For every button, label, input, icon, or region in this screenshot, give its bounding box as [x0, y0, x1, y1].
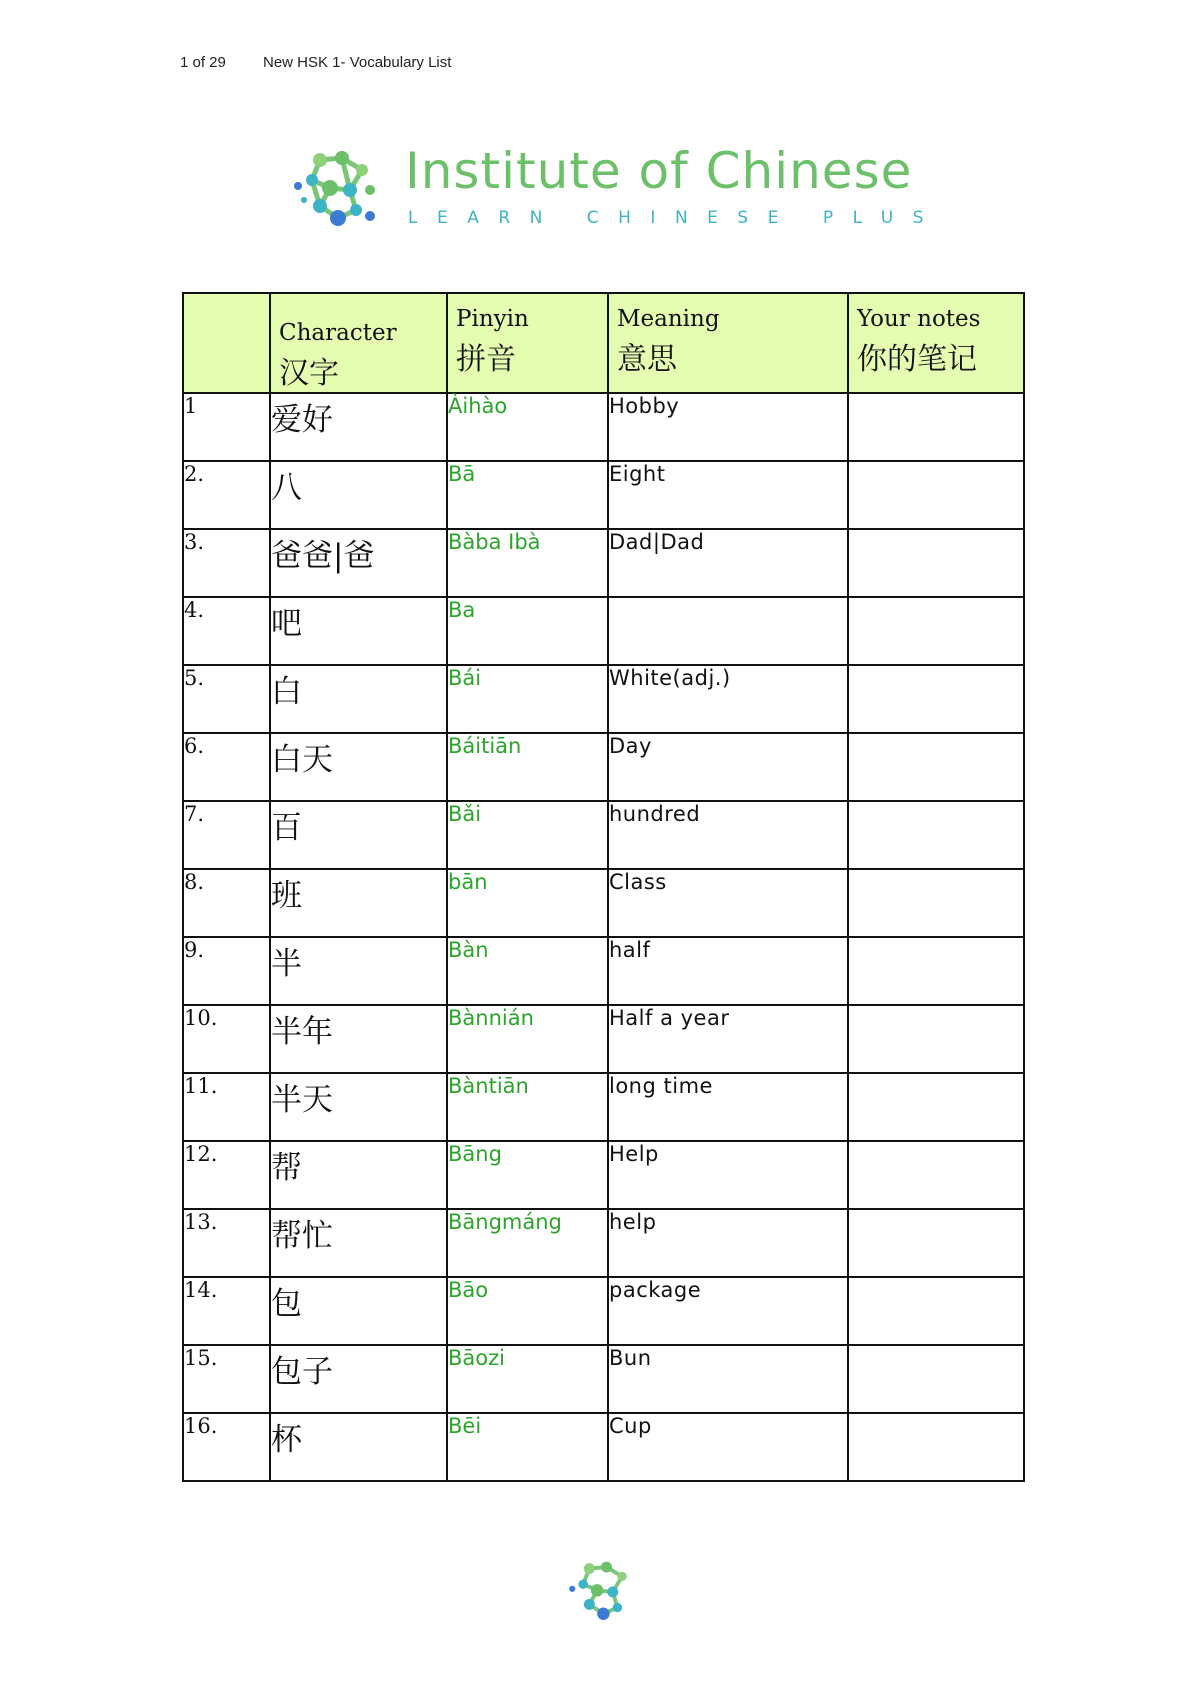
- row-meaning: hundred: [608, 801, 848, 869]
- row-number: 10.: [183, 1005, 270, 1073]
- row-character: 班: [270, 869, 447, 937]
- row-notes: [848, 1005, 1024, 1073]
- row-number: 5.: [183, 665, 270, 733]
- row-character: 帮忙: [270, 1209, 447, 1277]
- row-character: 半年: [270, 1005, 447, 1073]
- row-meaning: Dad|Dad: [608, 529, 848, 597]
- row-meaning: [608, 597, 848, 665]
- row-notes: [848, 869, 1024, 937]
- row-meaning: Class: [608, 869, 848, 937]
- row-number: 2.: [183, 461, 270, 529]
- table-row: [183, 529, 1024, 597]
- vocabulary-table: [182, 292, 1025, 1482]
- brand-name: Institute of Chinese: [405, 142, 913, 200]
- row-notes: [848, 1345, 1024, 1413]
- row-number: 9.: [183, 937, 270, 1005]
- row-number: 4.: [183, 597, 270, 665]
- row-notes: [848, 393, 1024, 461]
- row-pinyin: Bǎi: [447, 801, 608, 869]
- row-pinyin: Bànnián: [447, 1005, 608, 1073]
- row-notes: [848, 1073, 1024, 1141]
- row-meaning: Cup: [608, 1413, 848, 1481]
- document-title: New HSK 1- Vocabulary List: [263, 54, 452, 71]
- row-character: 包: [270, 1277, 447, 1345]
- page-header: [180, 54, 451, 71]
- table-row: [183, 597, 1024, 665]
- row-notes: [848, 597, 1024, 665]
- pinyin-header-en: Pinyin: [456, 306, 529, 332]
- row-meaning: Bun: [608, 1345, 848, 1413]
- row-number: 1: [183, 393, 270, 461]
- row-pinyin: Àihào: [447, 393, 608, 461]
- brand-logo: [290, 140, 943, 235]
- notes-header-zh: 你的笔记: [857, 342, 977, 377]
- row-pinyin: Bái: [447, 665, 608, 733]
- page-number: 1 of 29: [180, 54, 226, 71]
- row-pinyin: Bēi: [447, 1413, 608, 1481]
- meaning-column-header: [608, 293, 848, 393]
- footer-molecule-logo-icon: [566, 1553, 640, 1627]
- row-notes: [848, 801, 1024, 869]
- table-row: [183, 1141, 1024, 1209]
- row-pinyin: Ba: [447, 597, 608, 665]
- row-number: 3.: [183, 529, 270, 597]
- row-number: 11.: [183, 1073, 270, 1141]
- character-header-en: Character: [279, 320, 397, 346]
- table-header-row: [183, 293, 1024, 393]
- row-meaning: package: [608, 1277, 848, 1345]
- row-number: 13.: [183, 1209, 270, 1277]
- row-character: 白天: [270, 733, 447, 801]
- row-notes: [848, 1413, 1024, 1481]
- row-notes: [848, 1141, 1024, 1209]
- row-meaning: long time: [608, 1073, 848, 1141]
- row-character: 爸爸|爸: [270, 529, 447, 597]
- row-pinyin: Bàba Ibà: [447, 529, 608, 597]
- row-number: 16.: [183, 1413, 270, 1481]
- row-meaning: Hobby: [608, 393, 848, 461]
- table-row: [183, 1345, 1024, 1413]
- table-row: [183, 461, 1024, 529]
- row-number: 14.: [183, 1277, 270, 1345]
- pinyin-header-zh: 拼音: [456, 342, 516, 377]
- row-pinyin: Bāozi: [447, 1345, 608, 1413]
- character-column-header: [270, 293, 447, 393]
- pinyin-column-header: [447, 293, 608, 393]
- row-notes: [848, 1277, 1024, 1345]
- row-number: 6.: [183, 733, 270, 801]
- row-number: 15.: [183, 1345, 270, 1413]
- row-pinyin: Bāng: [447, 1141, 608, 1209]
- meaning-header-zh: 意思: [617, 342, 677, 377]
- brand-tagline: LEARN CHINESE PLUS: [408, 208, 943, 228]
- table-row: [183, 1005, 1024, 1073]
- table-row: [183, 1073, 1024, 1141]
- row-notes: [848, 529, 1024, 597]
- table-row: [183, 1277, 1024, 1345]
- row-notes: [848, 937, 1024, 1005]
- table-row: [183, 1413, 1024, 1481]
- row-number: 8.: [183, 869, 270, 937]
- row-character: 吧: [270, 597, 447, 665]
- number-column-header: [183, 293, 270, 393]
- row-meaning: help: [608, 1209, 848, 1277]
- row-character: 半天: [270, 1073, 447, 1141]
- row-notes: [848, 733, 1024, 801]
- row-character: 白: [270, 665, 447, 733]
- table-row: [183, 665, 1024, 733]
- row-pinyin: Bāngmáng: [447, 1209, 608, 1277]
- row-character: 百: [270, 801, 447, 869]
- row-pinyin: Bā: [447, 461, 608, 529]
- row-pinyin: Bāo: [447, 1277, 608, 1345]
- row-pinyin: Báitiān: [447, 733, 608, 801]
- table-row: [183, 393, 1024, 461]
- table-row: [183, 1209, 1024, 1277]
- row-meaning: White(adj.): [608, 665, 848, 733]
- row-pinyin: bān: [447, 869, 608, 937]
- row-pinyin: Bàntiān: [447, 1073, 608, 1141]
- row-notes: [848, 461, 1024, 529]
- row-character: 半: [270, 937, 447, 1005]
- row-character: 包子: [270, 1345, 447, 1413]
- row-number: 12.: [183, 1141, 270, 1209]
- table-row: [183, 801, 1024, 869]
- row-meaning: Eight: [608, 461, 848, 529]
- notes-header-en: Your notes: [857, 306, 981, 332]
- notes-column-header: [848, 293, 1024, 393]
- row-character: 杯: [270, 1413, 447, 1481]
- meaning-header-en: Meaning: [617, 306, 720, 332]
- row-character: 八: [270, 461, 447, 529]
- molecule-logo-icon: [290, 140, 385, 235]
- table-row: [183, 937, 1024, 1005]
- table-row: [183, 733, 1024, 801]
- row-pinyin: Bàn: [447, 937, 608, 1005]
- row-meaning: Day: [608, 733, 848, 801]
- table-row: [183, 869, 1024, 937]
- row-number: 7.: [183, 801, 270, 869]
- row-character: 帮: [270, 1141, 447, 1209]
- character-header-zh: 汉字: [279, 356, 339, 391]
- row-notes: [848, 665, 1024, 733]
- row-notes: [848, 1209, 1024, 1277]
- row-meaning: Help: [608, 1141, 848, 1209]
- row-character: 爱好: [270, 393, 447, 461]
- row-meaning: Half a year: [608, 1005, 848, 1073]
- row-meaning: half: [608, 937, 848, 1005]
